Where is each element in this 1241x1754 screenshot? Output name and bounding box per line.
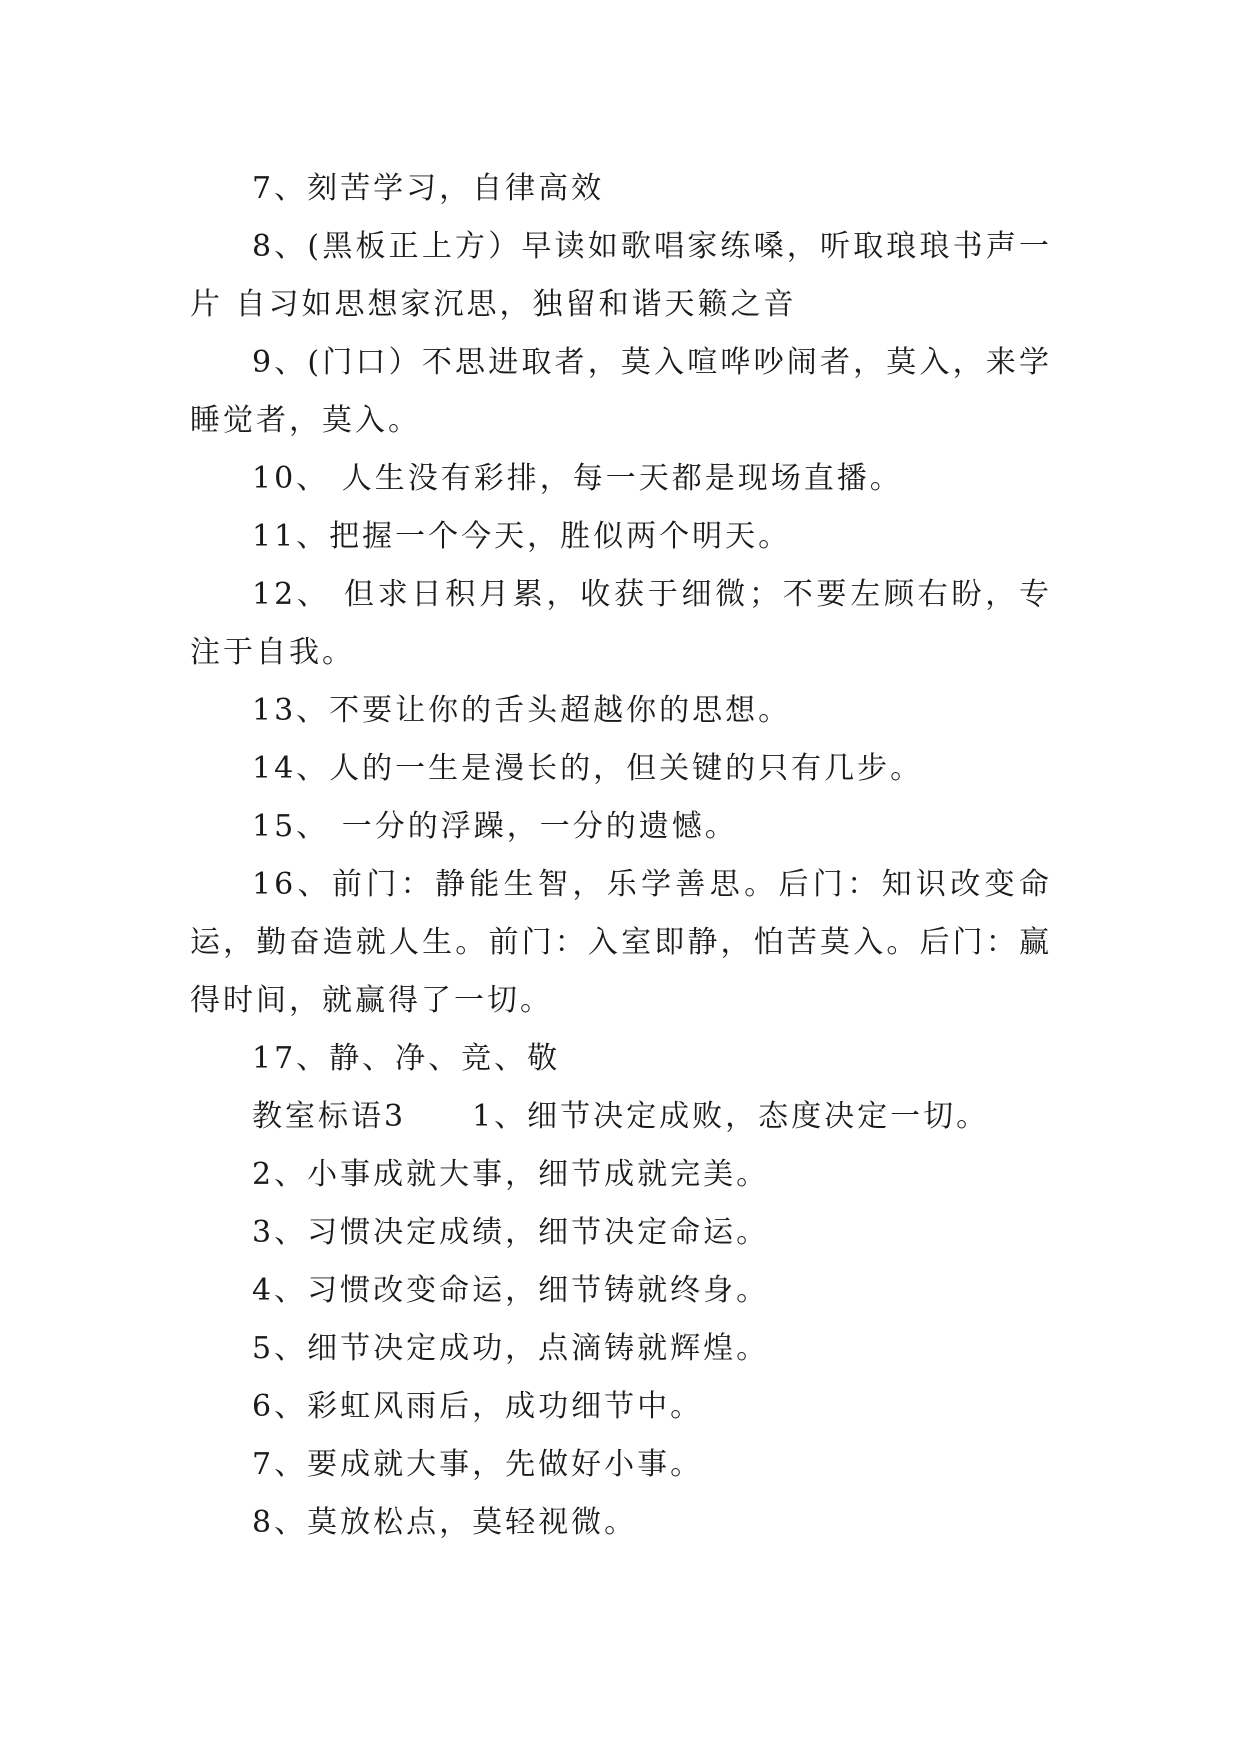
paragraph: 15、 一分的浮躁，一分的遗憾。	[252, 809, 738, 844]
paragraph: 5、细节决定成功，点滴铸就辉煌。	[252, 1331, 770, 1366]
paragraph: 2、小事成就大事，细节成就完美。	[252, 1157, 770, 1192]
paragraph: 4、习惯改变命运，细节铸就终身。	[252, 1273, 770, 1308]
paragraph: 16、前门：静能生智，乐学善思。后门：知识改变命运，勤奋造就人生。前门：入室即静，怕苦莫入。后门：赢得时间，就赢得了一切。	[190, 867, 1052, 1018]
paragraph: 10、 人生没有彩排，每一天都是现场直播。	[252, 461, 903, 496]
paragraph: 8、(黑板正上方）早读如歌唱家练嗓，听取琅琅书声一片 自习如思想家沉思，独留和谐天籁之音	[190, 229, 1052, 322]
paragraph: 17、静、净、竞、敬	[252, 1041, 561, 1076]
section-heading-line: 教室标语3 1、细节决定成败，态度决定一切。	[252, 1099, 990, 1134]
paragraph: 9、(门口）不思进取者，莫入喧哗吵闹者，莫入，来学睡觉者，莫入。	[190, 345, 1052, 438]
paragraph: 7、要成就大事，先做好小事。	[252, 1447, 704, 1482]
document-body	[190, 160, 1052, 1552]
paragraph: 13、不要让你的舌头超越你的思想。	[252, 693, 792, 728]
paragraph: 6、彩虹风雨后，成功细节中。	[252, 1389, 704, 1424]
paragraph: 7、刻苦学习，自律高效	[252, 171, 605, 206]
paragraph: 11、把握一个今天，胜似两个明天。	[252, 519, 792, 554]
paragraph: 12、 但求日积月累，收获于细微；不要左顾右盼，专注于自我。	[190, 577, 1052, 670]
paragraph: 8、莫放松点，莫轻视微。	[252, 1505, 638, 1540]
paragraph: 14、人的一生是漫长的，但关键的只有几步。	[252, 751, 924, 786]
paragraph: 3、习惯决定成绩，细节决定命运。	[252, 1215, 770, 1250]
